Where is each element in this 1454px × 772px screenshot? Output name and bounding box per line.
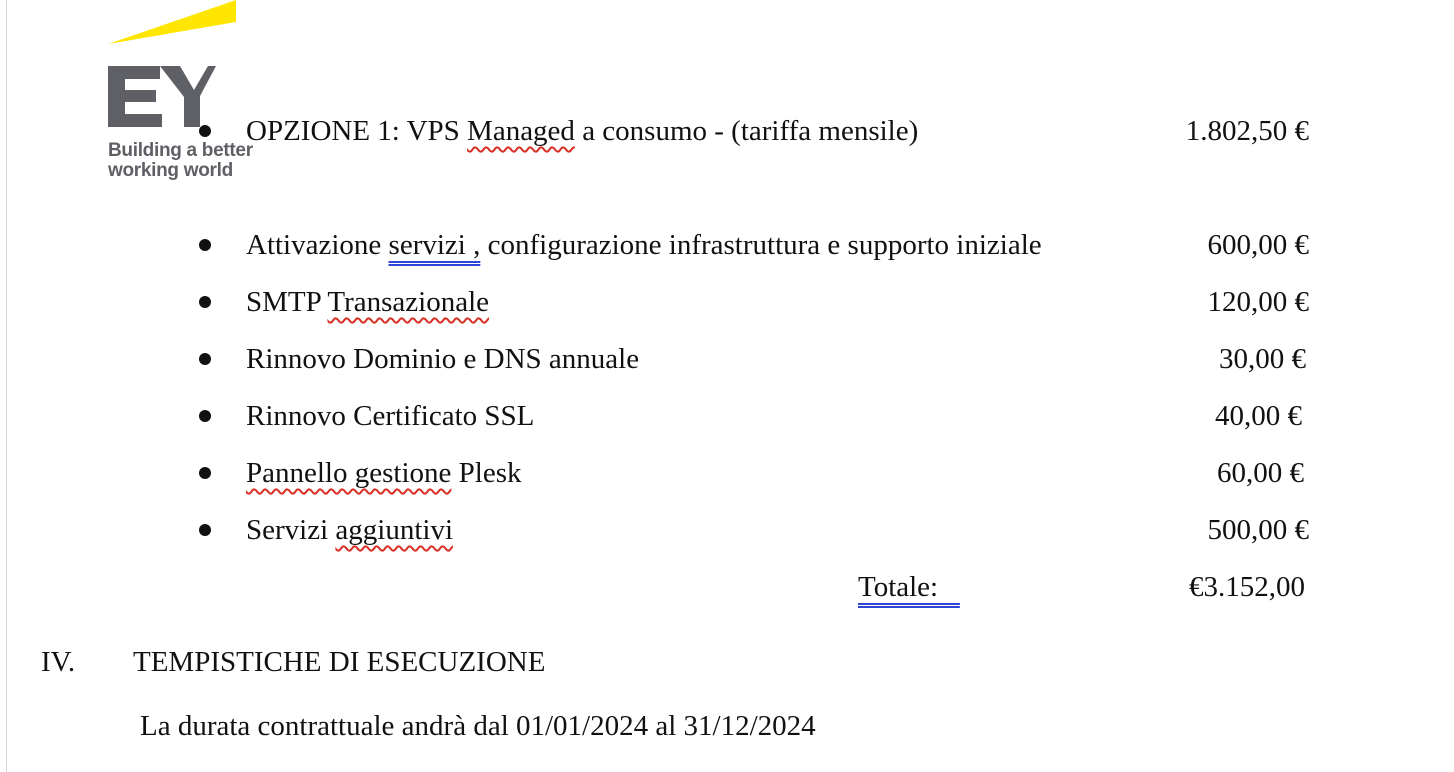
item-label-prefix: Rinnovo Certificato SSL: [246, 400, 535, 432]
bullet: [199, 467, 211, 479]
option-amount: 1.802,50 €: [1185, 115, 1309, 147]
item-label: [246, 339, 639, 379]
bullet: [199, 296, 211, 308]
spelling-flag: Transazionale: [327, 286, 490, 318]
bullet: [199, 410, 211, 422]
item-label-prefix: Servizi: [246, 514, 336, 546]
item-label-prefix: SMTP: [246, 286, 328, 318]
item-label: [246, 396, 534, 436]
section-heading: [0, 642, 1454, 682]
item-amount: 600,00 €: [1207, 229, 1309, 261]
option-row: [0, 111, 1454, 151]
ey-tagline-line-2: working world: [108, 160, 233, 181]
bullet: [199, 125, 211, 137]
option-label-prefix: OPZIONE 1: VPS: [246, 115, 468, 147]
item-amount: 60,00 €: [1217, 457, 1304, 489]
total-row: [0, 567, 1454, 607]
section-number: IV.: [41, 646, 76, 678]
item-amount: 500,00 €: [1207, 514, 1309, 546]
grammar-flag: servizi ,: [388, 229, 481, 261]
item-label: [246, 453, 521, 493]
bullet: [199, 239, 211, 251]
item-label: [246, 225, 1042, 265]
item-amount: 40,00 €: [1215, 400, 1302, 432]
item-label-suffix: Plesk: [451, 457, 522, 489]
item-amount: 120,00 €: [1207, 286, 1309, 318]
total-label: Totale:: [858, 571, 960, 603]
ey-tagline-line-1: Building a better: [108, 140, 253, 161]
spelling-flag: Managed: [467, 115, 575, 147]
bullet: [199, 524, 211, 536]
item-label-prefix: Attivazione: [246, 229, 389, 261]
option-label-suffix: a consumo - (tariffa mensile): [574, 115, 919, 147]
item-label: [246, 510, 453, 550]
ey-logo-beam: [108, 0, 236, 44]
body-paragraph: [0, 706, 1454, 746]
item-label: [246, 282, 489, 322]
spelling-flag: Pannello gestione: [246, 457, 452, 489]
list-item: [0, 396, 1454, 436]
total-amount: €3.152,00: [1189, 571, 1305, 603]
section-title: TEMPISTICHE DI ESECUZIONE: [133, 646, 546, 678]
list-item: [0, 453, 1454, 493]
bullet: [199, 353, 211, 365]
ey-logo: [104, 0, 284, 190]
list-item: [0, 282, 1454, 322]
list-item: [0, 510, 1454, 550]
contract-duration-text: La durata contrattuale andrà dal 01/01/2024 al 31/12/2024: [140, 710, 816, 742]
list-item: [0, 225, 1454, 265]
spelling-flag: aggiuntivi: [335, 514, 454, 546]
item-amount: 30,00 €: [1219, 343, 1306, 375]
option-label: [246, 111, 918, 151]
item-label-prefix: Rinnovo Dominio e DNS annuale: [246, 343, 640, 375]
item-label-suffix: configurazione infrastruttura e supporto iniziale: [480, 229, 1042, 261]
list-item: [0, 339, 1454, 379]
